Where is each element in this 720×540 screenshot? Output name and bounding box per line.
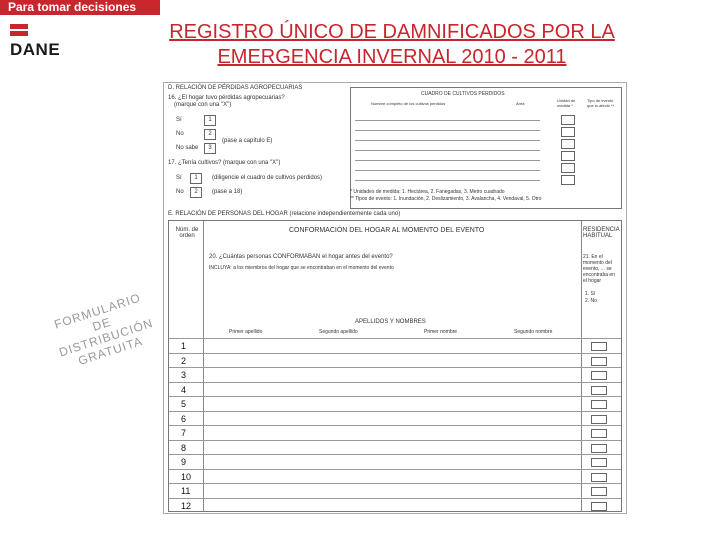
page-title xyxy=(112,20,672,70)
crops-col-area: Área xyxy=(516,101,525,106)
answer-no: 2. No xyxy=(585,298,597,304)
q17-si: Sí xyxy=(176,175,182,181)
question-16-hint: (marque con una "X") xyxy=(174,102,232,108)
crops-col-unit: Unidad de medida * xyxy=(557,98,576,108)
col-names: APELLIDOS Y NOMBRES xyxy=(355,319,426,325)
col-second-name: Segundo nombre xyxy=(514,329,553,335)
row-number: 9 xyxy=(181,457,187,467)
q17-si-note: (diligencie el cuadro de cultivos perdidos) xyxy=(212,175,323,181)
form-scan xyxy=(52,82,627,514)
table-row xyxy=(169,367,621,368)
row-number: 3 xyxy=(181,370,187,380)
row-number: 2 xyxy=(181,355,187,366)
residence-checkbox xyxy=(591,429,607,438)
note-units: * Unidades de medida: 1. Hectárea, 2. Fanegadas, 3. Metro cuadrado xyxy=(350,189,505,195)
residence-checkbox xyxy=(591,444,607,453)
row-number: 10 xyxy=(181,471,192,482)
table-row xyxy=(169,411,621,412)
q17-no: No xyxy=(176,189,184,195)
table-row xyxy=(169,382,621,383)
crops-notes xyxy=(350,189,541,203)
dane-logo xyxy=(10,24,74,60)
residence-checkbox xyxy=(591,371,607,380)
include-instruction: INCLUYA: a los miembros del hogar que se encontraban en el momento del evento xyxy=(209,265,394,271)
residence-checkbox xyxy=(591,458,607,467)
persons-table xyxy=(168,220,622,512)
option-nosabe: No sabe xyxy=(176,145,199,151)
option-box-2: 2 xyxy=(204,129,216,140)
question-16: 16. ¿El hogar tuvo pérdidas agropecuarias? xyxy=(168,95,285,101)
answer-yes: 1. Sí xyxy=(585,291,596,297)
watermark: FORMULARIO DE DISTRIBUCIÓN GRATUITA xyxy=(52,290,155,368)
question-17: 17. ¿Tenía cultivos? (marque con una "X") xyxy=(168,160,281,166)
table-row xyxy=(169,396,621,397)
note-events: ** Tipos de evento: 1. Inundación, 2. Deslizamiento, 3. Avalancha, 4. Vendaval, 5. Otro xyxy=(350,196,542,202)
section-d-title: D. RELACIÓN DE PÉRDIDAS AGROPECUARIAS xyxy=(168,85,303,91)
title-line-1: REGISTRO ÚNICO DE DAMNIFICADOS POR LA xyxy=(169,21,615,43)
q17-box-2: 2 xyxy=(190,187,202,198)
table-row xyxy=(169,469,621,470)
residence-checkbox xyxy=(591,487,607,496)
table-row xyxy=(169,425,621,426)
table-row xyxy=(169,353,621,354)
residence-checkbox xyxy=(591,400,607,409)
col-order-number: Núm. de orden xyxy=(175,227,199,239)
row-number: 7 xyxy=(181,428,187,438)
residence-checkbox xyxy=(591,473,607,482)
logo-wordmark: DANE xyxy=(10,40,61,59)
residence-checkbox xyxy=(591,357,607,366)
crops-table-title: CUADRO DE CULTIVOS PERDIDOS xyxy=(421,91,505,97)
title-line-2: EMERGENCIA INVERNAL 2010 - 2011 xyxy=(217,46,567,68)
row-number: 11 xyxy=(181,486,191,496)
col-household-composition: CONFORMACIÓN DEL HOGAR AL MOMENTO DEL EVENTO xyxy=(289,227,485,234)
row-number: 6 xyxy=(181,413,187,424)
row-number: 5 xyxy=(181,399,187,409)
col-second-surname: Segundo apellido xyxy=(319,329,358,335)
table-row xyxy=(169,483,621,484)
crops-col-event: Tipo de evento que lo afectó ** xyxy=(587,98,615,108)
row-number: 1 xyxy=(181,341,187,351)
table-row xyxy=(169,498,621,499)
q17-box-1: 1 xyxy=(190,173,202,184)
col-residence: RESIDENCIA HABITUAL xyxy=(583,227,620,239)
option-box-3: 3 xyxy=(204,143,216,154)
col-first-name: Primer nombre xyxy=(424,329,458,335)
residence-checkbox xyxy=(591,342,607,351)
question-21: 21. En el momento del evento, ... se encontraba en el hogar xyxy=(583,254,615,284)
section-e-title: E. RELACIÓN DE PERSONAS DEL HOGAR (relacione independientemente cada uno) xyxy=(168,211,401,217)
residence-checkbox xyxy=(591,386,607,395)
row-number: 4 xyxy=(181,384,187,395)
pass-e-note: (pase a capítulo E) xyxy=(222,138,273,144)
crops-col-name: Nombre completo de los cultivos perdidos xyxy=(371,101,446,106)
table-row xyxy=(169,440,621,441)
table-row xyxy=(169,338,621,339)
row-number: 12 xyxy=(181,500,192,511)
col-first-surname: Primer apellido xyxy=(229,329,263,335)
residence-checkbox xyxy=(591,502,607,511)
option-box-1: 1 xyxy=(204,115,216,126)
table-row xyxy=(169,454,621,455)
slogan-banner: Para tomar decisiones xyxy=(0,0,160,15)
row-number: 8 xyxy=(181,442,187,453)
option-si: Sí xyxy=(176,117,182,123)
question-20: 20. ¿Cuántas personas CONFORMABAN el hogar antes del evento? xyxy=(209,254,393,260)
residence-checkbox xyxy=(591,415,607,424)
option-no: No xyxy=(176,131,184,137)
q17-no-note: (pase a 18) xyxy=(212,189,243,195)
